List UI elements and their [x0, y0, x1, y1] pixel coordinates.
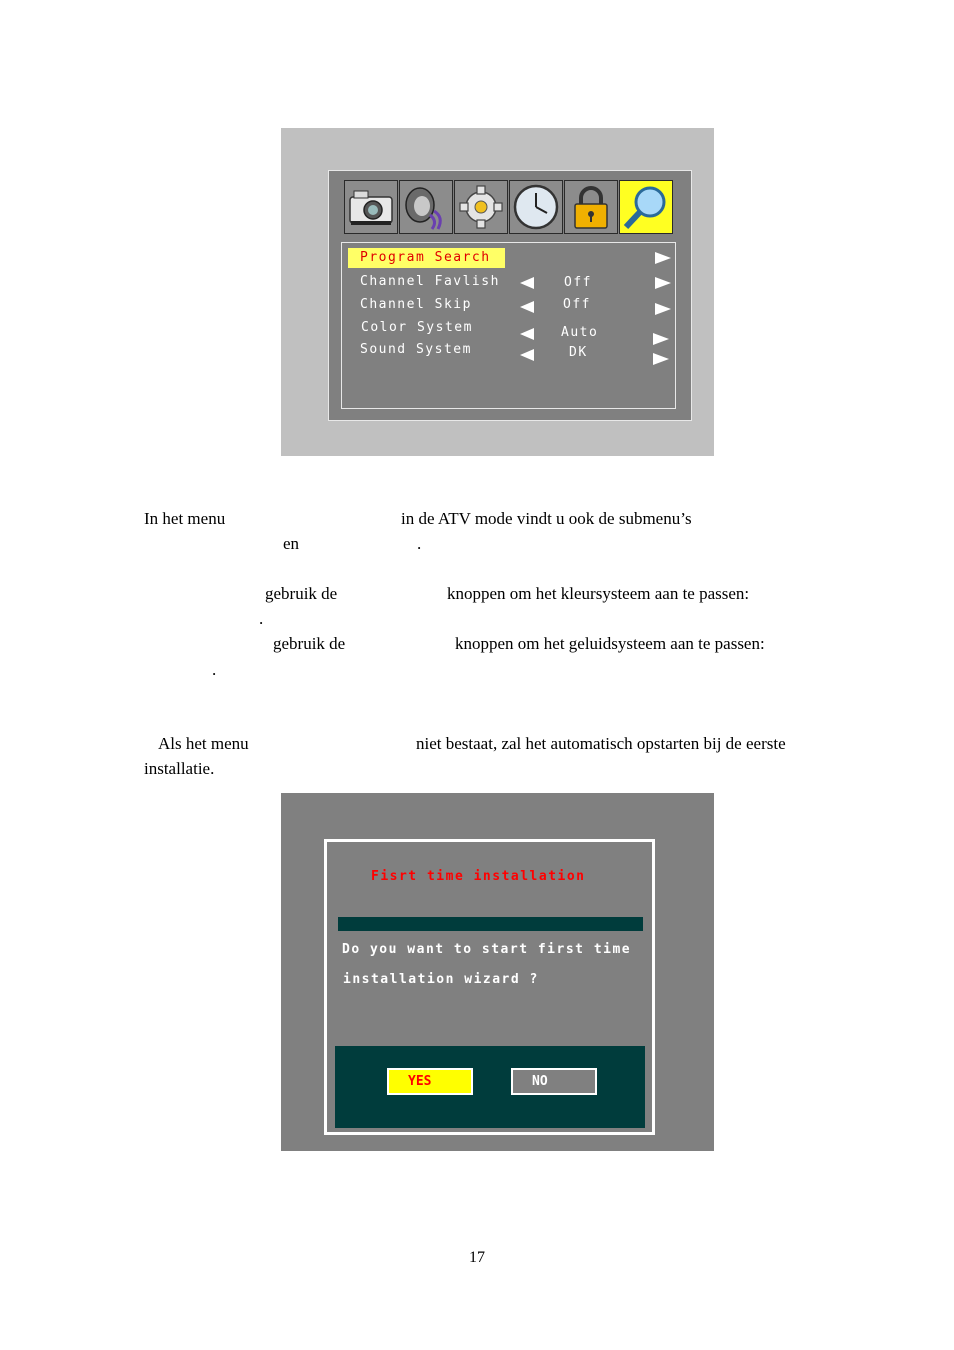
arrow-right-icon[interactable] [655, 277, 671, 289]
dialog-question-line-1: Do you want to start first time [342, 942, 632, 957]
dialog-title: Fisrt time installation [371, 869, 586, 884]
channel-favlish-value: Off [564, 275, 592, 290]
osd-menu-screenshot [281, 128, 714, 456]
arrow-left-icon[interactable] [520, 328, 534, 340]
paragraph-2-period: . [259, 609, 264, 628]
color-system-value: Auto [561, 325, 599, 340]
paragraph-4-middle: niet bestaat, zal het automatisch opstarten bij de eerste [416, 734, 786, 753]
menu-item-channel-favlish[interactable]: Channel Favlish [360, 274, 500, 289]
arrow-left-icon[interactable] [520, 349, 534, 361]
paragraph-4-end: installatie. [144, 759, 215, 778]
paragraph-3-period: . [212, 660, 217, 679]
paragraph-1-period: . [417, 534, 422, 553]
osd-menu-panel [328, 170, 692, 421]
arrow-right-icon[interactable] [655, 303, 671, 315]
paragraph-4-start: Als het menu [158, 734, 249, 753]
paragraph-1-start: In het menu [144, 509, 226, 528]
arrow-left-icon[interactable] [520, 277, 534, 289]
no-button[interactable]: NO [511, 1068, 597, 1095]
gear-icon[interactable] [454, 180, 508, 234]
menu-item-color-system[interactable]: Color System [361, 320, 473, 335]
channel-skip-value: Off [563, 297, 591, 312]
paragraph-2-end: knoppen om het kleursysteem aan te passen: [447, 584, 750, 603]
sound-system-value: DK [569, 345, 588, 360]
first-time-installation-dialog [324, 839, 655, 1135]
magnifier-icon[interactable] [619, 180, 673, 234]
speaker-icon[interactable] [399, 180, 453, 234]
dialog-band [338, 917, 643, 931]
page-number: 17 [469, 1249, 485, 1266]
arrow-right-icon[interactable] [653, 333, 669, 345]
menu-item-channel-skip[interactable]: Channel Skip [360, 297, 472, 312]
arrow-right-icon[interactable] [653, 353, 669, 365]
menu-item-sound-system[interactable]: Sound System [360, 342, 472, 357]
first-time-installation-screenshot [281, 793, 714, 1151]
arrow-left-icon[interactable] [520, 301, 534, 313]
arrow-right-icon[interactable] [655, 252, 671, 264]
paragraph-3-start: gebruik de [273, 634, 346, 653]
dialog-question-line-2: installation wizard ? [343, 972, 539, 987]
clock-icon[interactable] [509, 180, 563, 234]
yes-button[interactable]: YES [387, 1068, 473, 1095]
camera-icon[interactable] [344, 180, 398, 234]
paragraph-3-end: knoppen om het geluidsysteem aan te passen: [455, 634, 765, 653]
paragraph-1-conjunction: en [283, 534, 300, 553]
lock-icon[interactable] [564, 180, 618, 234]
paragraph-2-start: gebruik de [265, 584, 338, 603]
menu-item-program-search[interactable]: Program Search [360, 250, 491, 265]
osd-item-list [341, 242, 676, 409]
paragraph-1-middle: in de ATV mode vindt u ook de submenu’s [401, 509, 692, 528]
dialog-button-area [335, 1046, 645, 1128]
